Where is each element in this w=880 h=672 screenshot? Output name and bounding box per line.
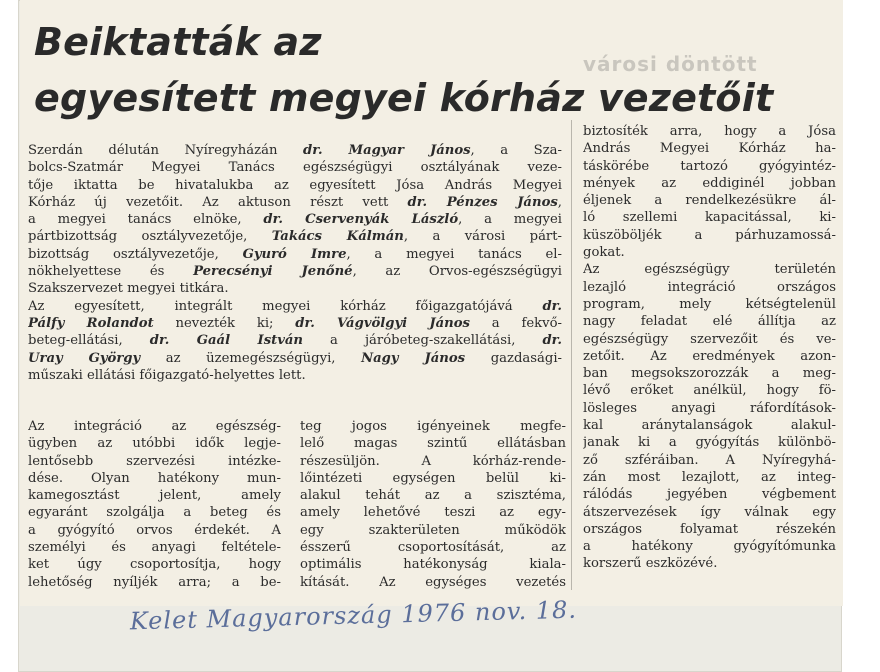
bleed-through-text: városi döntött — [583, 52, 758, 76]
col-right-line: egészségügy szervezőit és ve- — [583, 331, 836, 347]
col-b2-line: teg jogos igényeinek megfe- — [300, 419, 566, 434]
lead-text: műszaki ellátási főigazgató-helyettes lett. — [28, 367, 306, 383]
col-b2-line: ésszerű csoportosítását, az — [300, 540, 566, 556]
col-right-line: rálódás jegyében végbement — [583, 487, 836, 503]
col-b1-line: a gyógyító orvos érdekét. A — [28, 522, 281, 538]
col-b2-line: kítását. Az egységes vezetés — [300, 574, 566, 590]
col-right-line: András Megyei Kórház ha- — [583, 141, 836, 157]
lead-line — [28, 246, 562, 263]
lead-line — [28, 142, 562, 159]
col-right-line: korszerű eszközévé. — [583, 556, 718, 572]
lead-line — [28, 367, 562, 384]
lead-line — [28, 228, 562, 245]
col-right-line: éljenek a rendelkezésükre ál- — [583, 193, 836, 209]
column-rule — [571, 120, 572, 590]
lead-text: a járóbeteg-szakellátási, — [303, 333, 543, 349]
lead-line — [28, 177, 562, 194]
col-b1-line: kamegosztást jelent, amely — [28, 488, 281, 504]
col-right-line: ló szellemi kapacitással, ki- — [583, 210, 836, 226]
col-b1-line: lentősebb szervezési intézke- — [28, 453, 281, 469]
col-right-line: átszervezések így válnak egy — [583, 504, 836, 520]
col-right-line: program, mely kétségtelenül — [583, 296, 836, 312]
lead-text: Szakszervezet megyei titkára. — [28, 281, 229, 297]
lead-text: , — [557, 194, 562, 210]
col-b2-line: lelő magas szintű ellátásban — [300, 436, 566, 452]
lead-line — [28, 211, 562, 228]
col-right-line: zetőit. Az eredmények azon- — [583, 348, 836, 364]
right-column — [583, 123, 836, 573]
lead-line — [28, 315, 562, 332]
col-right-line: janak ki a gyógyítás különbö- — [583, 435, 836, 451]
person-name: dr. Magyar János — [303, 143, 471, 158]
lead-text: Szerdán délután Nyíregyházán — [28, 143, 303, 158]
lead-text: a fekvő- — [469, 315, 562, 331]
person-name: dr. Gaál István — [149, 333, 303, 349]
col-b1-line: Az integráció az egészség- — [28, 419, 281, 434]
lead-text: Kórház új vezetőit. Az aktuson részt vett — [28, 194, 408, 210]
person-name: dr. Vágvölgyi János — [295, 315, 470, 331]
col-right-line: biztosíték arra, hogy a Jósa — [583, 124, 836, 139]
person-name: dr. Pénzes János — [407, 194, 558, 210]
lead-line — [28, 350, 562, 367]
bottom-column-1 — [28, 418, 281, 591]
lead-text: gazdasági- — [465, 350, 562, 366]
col-b2-line: amely lehetővé teszi az egy- — [300, 505, 566, 521]
col-right-line: országos folyamat részekén — [583, 521, 836, 537]
lead-text: a megyei tanács elnöke, — [28, 212, 264, 228]
lead-text: beteg-ellátási, — [28, 333, 150, 349]
lead-text: pártbizottság osztályvezetője, — [28, 229, 272, 245]
person-name: Nagy János — [361, 350, 466, 366]
handwritten-source-note: Kelet Magyarország 1976 nov. 18. — [129, 595, 578, 636]
person-name: dr. Cservenyák László — [263, 212, 459, 228]
person-name: Gyuró Imre — [242, 246, 347, 262]
lead-text: , a városi párt- — [403, 229, 562, 245]
col-b2-line: alakul tehát az a szisztéma, — [300, 488, 566, 504]
lead-line — [28, 263, 562, 280]
col-right-line: lezajló integráció országos — [583, 279, 836, 295]
person-name: Uray György — [28, 350, 141, 366]
col-right-line: ban megsokszorozzák a meg- — [583, 366, 836, 382]
col-b2-line: részesüljön. A kórház-rende- — [300, 453, 566, 469]
col-b1-line: személyi és anyagi feltétele- — [28, 540, 281, 556]
col-b1-line: egyaránt szolgálja a beteg és — [28, 505, 281, 521]
col-right-line: ző szféráiban. A Nyíregyhá- — [583, 452, 836, 468]
col-right-line: táskörébe tartozó gyógyintéz- — [583, 158, 836, 174]
lead-text: nevezték ki; — [153, 315, 296, 331]
lead-paragraphs — [28, 142, 562, 384]
lead-text: bolcs-Szatmár Megyei Tanács egészségügyi osztályának veze- — [28, 160, 562, 176]
col-right-line: zán most lezajlott, az integ- — [583, 469, 836, 485]
person-name: dr. — [542, 298, 562, 314]
bottom-column-2 — [300, 418, 566, 591]
lead-text: Az egyesített, integrált megyei kórház főigazgatójává — [28, 298, 543, 314]
article-headline — [34, 14, 794, 126]
col-right-line: lösleges anyagi ráfordítások- — [583, 400, 836, 416]
col-right-line: a hatékony gyógyítómunka — [583, 539, 836, 555]
col-b1-line: ket úgy csoportosítja, hogy — [28, 557, 281, 573]
lead-line — [28, 194, 562, 211]
person-name: dr. — [542, 333, 562, 349]
lead-text: az üzemegészségügyi, — [140, 350, 362, 366]
lead-line — [28, 332, 562, 349]
col-b1-line: ügyben az utóbbi idők legje- — [28, 436, 281, 452]
col-right-line: nagy feladat elé állítja az — [583, 314, 836, 330]
col-b1-line: dése. Olyan hatékony mun- — [28, 470, 281, 486]
person-name: Pálfy Rolandot — [28, 315, 154, 331]
col-right-line: kal aránytalanságok alakul- — [583, 418, 836, 434]
col-right-line: lévő erőket anélkül, hogy fö- — [583, 383, 836, 399]
col-b1-line: lehetőség nyíljék arra; a be- — [28, 574, 281, 590]
col-b2-line: egy szakterületen működök — [300, 522, 566, 538]
col-right-line: küszöböljék a párhuzamossá- — [583, 227, 836, 243]
headline-line-1: Beiktatták az — [34, 20, 322, 64]
lead-text: , a megyei — [458, 212, 562, 228]
lead-text: tője iktatta be hivatalukba az egyesített Jósa András Megyei — [28, 177, 562, 193]
person-name: Perecsényi Jenőné — [193, 264, 353, 280]
lead-text: bizottság osztályvezetője, — [28, 246, 243, 262]
lead-line — [28, 159, 562, 176]
lead-text: , a megyei tanács el- — [346, 246, 562, 262]
lead-line — [28, 280, 562, 297]
col-right-line: Az egészségügy területén — [583, 262, 836, 278]
lead-text: nökhelyettese és — [28, 264, 194, 280]
lead-line — [28, 298, 562, 315]
person-name: Takács Kálmán — [271, 229, 404, 245]
col-b2-line: optimális hatékonyság kiala- — [300, 557, 566, 573]
col-b2-line: lőintézeti egységen belül ki- — [300, 470, 566, 486]
lead-text: , az Orvos-egészségügyi — [352, 264, 562, 280]
col-right-line: gokat. — [583, 245, 625, 261]
col-right-line: mények az eddiginél jobban — [583, 175, 836, 191]
lead-text: , a Sza- — [470, 143, 562, 158]
headline-line-2: egyesített megyei kórház vezetőit — [34, 76, 774, 120]
